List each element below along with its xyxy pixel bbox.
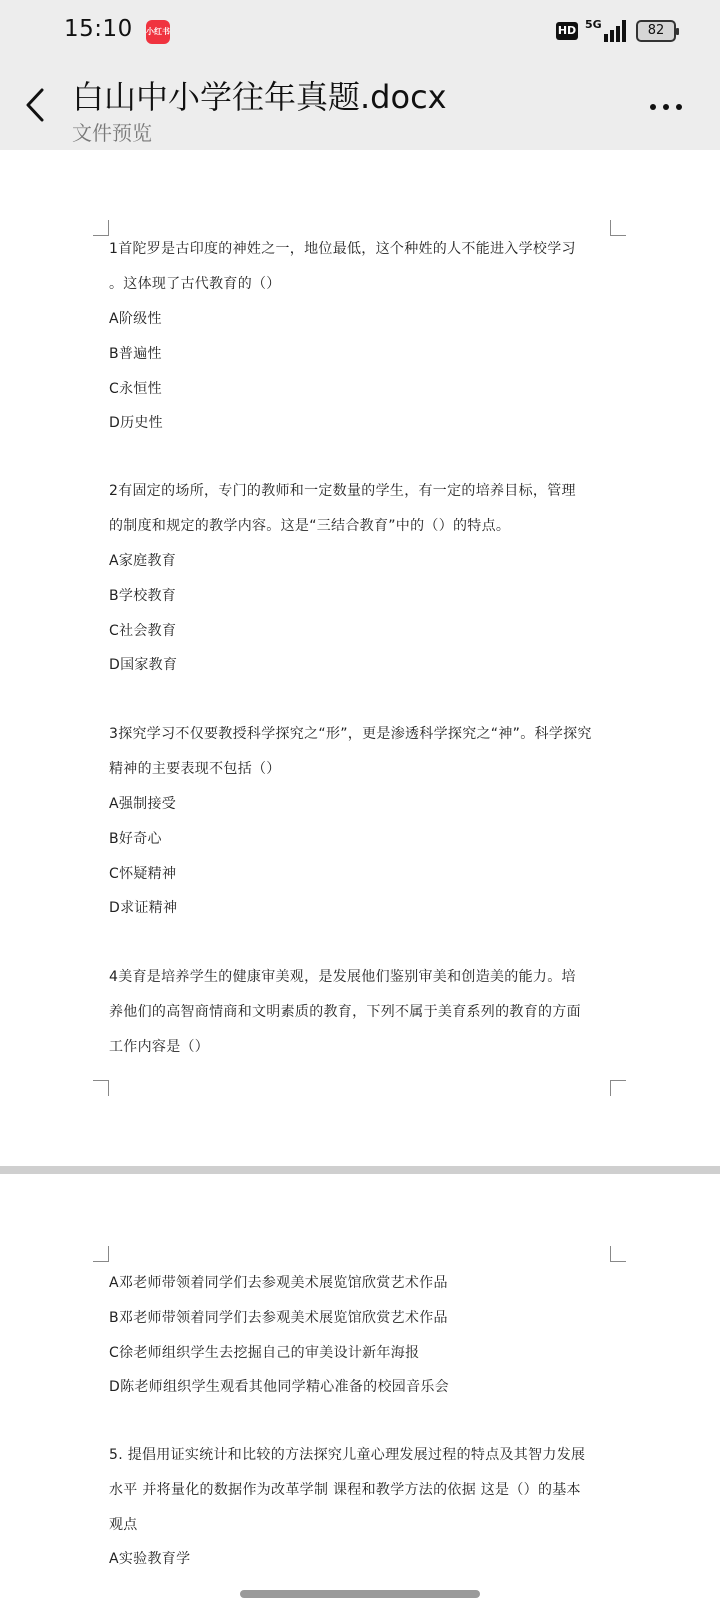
question-text: 养他们的高智商情商和文明素质的教育，下列不属于美育系列的教育的方面 [109,1004,581,1020]
answer-option: A家庭教育 [109,553,177,569]
answer-option: D求证精神 [109,900,178,916]
question-text: 5. 提倡用证实统计和比较的方法探究儿童心理发展过程的特点及其智力发展 [109,1447,586,1463]
more-options-button[interactable] [650,100,690,116]
xiaohongshu-app-icon: 小红书 [146,20,170,44]
question-text: 4美育是培养学生的健康审美观，是发展他们鉴别审美和创造美的能力。培 [109,969,576,985]
answer-option: A阶级性 [109,311,162,327]
file-subtitle: 文件预览 [72,121,152,145]
question-text: 1首陀罗是古印度的神姓之一，地位最低，这个种姓的人不能进入学校学习 [109,241,576,257]
margin-mark [93,1080,109,1096]
signal-strength-icon [604,20,626,42]
answer-option: C徐老师组织学生去挖掘自己的审美设计新年海报 [109,1345,420,1361]
answer-option: C社会教育 [109,623,177,639]
answer-option: B学校教育 [109,588,177,604]
margin-mark [610,220,626,236]
answer-option: A强制接受 [109,796,177,812]
file-title: 白山中小学往年真题.docx [72,78,447,116]
answer-option: D历史性 [109,415,163,431]
page-separator [0,1166,720,1174]
document-page-1[interactable] [0,150,720,1166]
question-text: 观点 [109,1517,138,1533]
answer-option: A邓老师带领着同学们去参观美术展览馆欣赏艺术作品 [109,1275,448,1291]
answer-option: D国家教育 [109,657,178,673]
question-text: 水平 并将量化的数据作为改革学制 课程和教学方法的依据 这是（）的基本 [109,1482,581,1498]
clock: 15:10 [64,16,133,42]
more-dots-icon [650,104,656,110]
answer-option: B好奇心 [109,831,162,847]
answer-option: C永恒性 [109,381,162,397]
hd-icon: HD [556,22,578,40]
answer-option: B普遍性 [109,346,162,362]
home-indicator[interactable] [240,1590,480,1598]
answer-option: A实验教育学 [109,1551,191,1567]
question-text: 的制度和规定的教学内容。这是“三结合教育”中的（）的特点。 [109,518,511,534]
file-preview-header [0,60,720,150]
battery-icon: 82 [636,20,676,42]
margin-mark [93,220,109,236]
question-text: 精神的主要表现不包括（） [109,761,281,777]
question-text: 工作内容是（） [109,1039,210,1055]
margin-mark [610,1246,626,1262]
answer-option: C怀疑精神 [109,866,177,882]
document-page-2[interactable] [0,1174,720,1612]
chevron-left-icon [18,80,58,130]
answer-option: D陈老师组织学生观看其他同学精心准备的校园音乐会 [109,1379,449,1395]
status-bar [0,0,720,60]
question-text: 3探究学习不仅要教授科学探究之“形”，更是渗透科学探究之“神”。科学探究 [109,726,592,742]
network-type-label: 5G [585,18,602,31]
question-text: 。这体现了古代教育的（） [109,276,281,292]
back-button[interactable] [18,80,58,130]
question-text: 2有固定的场所，专门的教师和一定数量的学生，有一定的培养目标，管理 [109,483,576,499]
margin-mark [610,1080,626,1096]
margin-mark [93,1246,109,1262]
answer-option: B邓老师带领着同学们去参观美术展览馆欣赏艺术作品 [109,1310,448,1326]
